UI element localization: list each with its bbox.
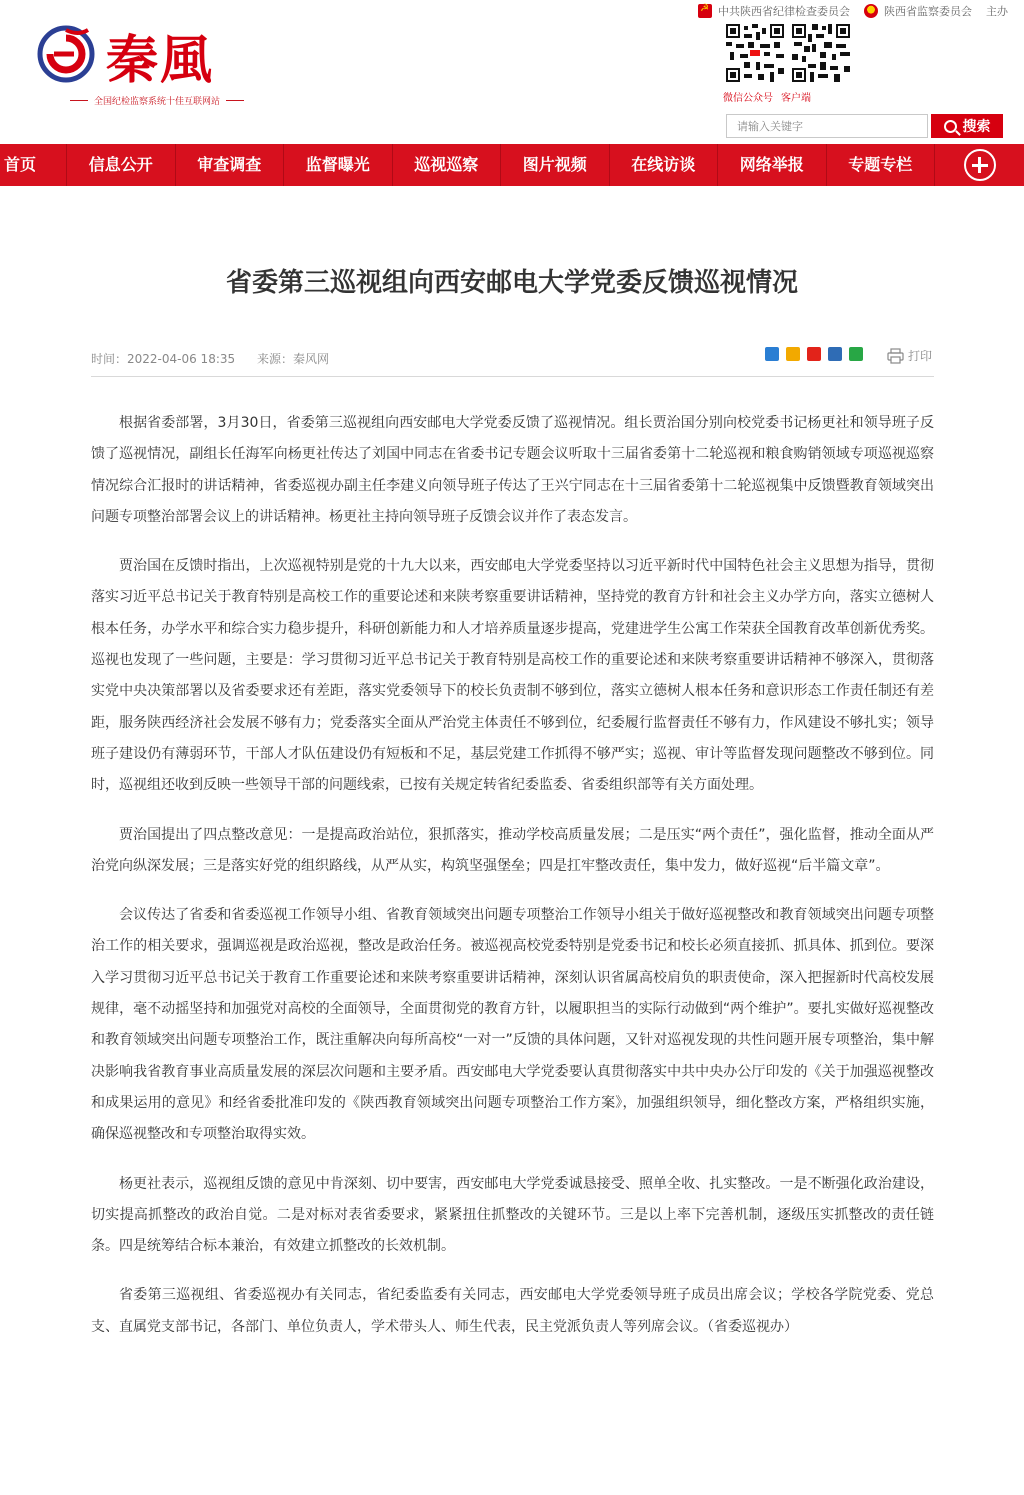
nav-item-report[interactable]: 网络举报	[718, 144, 827, 186]
wechat-qr-code	[726, 24, 784, 82]
site-header	[0, 22, 1024, 142]
top-link-ccdi-label: 中共陕西省纪律检查委员会	[718, 5, 850, 18]
nav-item-interview[interactable]: 在线访谈	[610, 144, 719, 186]
search-input[interactable]	[726, 114, 928, 138]
nav-item-topics[interactable]: 专题专栏	[827, 144, 936, 186]
app-qr-code	[792, 24, 850, 82]
logo-text: 秦風	[106, 30, 215, 91]
article-meta	[91, 350, 347, 367]
article-paragraph: 贾治国在反馈时指出，上次巡视特别是党的十九大以来，西安邮电大学党委坚持以习近平新时代中国特色社会主义思想为指导，贯彻落实习近平总书记关于教育特别是高校工作的重要论述和来陕考察重要讲话精神，坚持党的教育方针和社会主义办学方向，落实立德树人根本任务，办学水平和综合实力稳步提升，科研创新能力和人才培养质量逐步提高，党建进学生公寓工作荣获全国教育改革创新优秀奖。巡视也发现了一些问题，主要是：学习贯彻习近平总书记关于教育特别是高校工作的重要论述和来陕考察重要讲话精神不够深入，贯彻落实党中央决策部署以及省委要求还有差距，落实党委领导下的校长负责制不够到位，落实立德树人根本任务和意识形态工作责任制还有差距，服务陕西经济社会发展不够有力；党委落实全面从严治党主体责任不够到位，纪委履行监督责任不够有力，作风建设不够扎实；领导班子建设仍有薄弱环节，干部人才队伍建设仍有短板和不足，基层党建工作抓得不够严实；巡视、审计等监督发现问题整改不够到位。同时，巡视组还收到反映一些领导干部的问题线索，已按有关规定转省纪委监委、省委组织部等有关方面处理。	[91, 558, 934, 794]
article-paragraph: 根据省委部署，3月30日，省委第三巡视组向西安邮电大学党委反馈了巡视情况。组长贾治国分别向校党委书记杨更社和领导班子反馈了巡视情况，副组长任海军向杨更社传达了刘国中同志在省委书记专题会议听取十三届省委第十二轮巡视和粮食购销领域专项巡视巡察情况综合汇报时的讲话精神，省委巡视办副主任李建义向领导班子传达了王兴宁同志在十三届省委第十二轮巡视集中反馈暨教育领域突出问题专项整治部署会议上的讲话精神。杨更社主持向领导班子反馈会议并作了表态发言。	[91, 415, 934, 525]
party-emblem-icon	[698, 4, 712, 18]
article-time: 时间：2022-04-06 18:35	[91, 352, 236, 366]
qr-labels	[723, 89, 819, 104]
article-source: 来源：秦风网	[256, 352, 329, 366]
meta-divider	[91, 376, 934, 377]
nav-item-info[interactable]: 信息公开	[67, 144, 176, 186]
nav-item-exposure[interactable]: 监督曝光	[284, 144, 393, 186]
top-host-label	[986, 3, 1008, 19]
qr-codes	[726, 24, 856, 84]
nav-item-home[interactable]: 首页	[0, 144, 67, 186]
slogan-text: 全国纪检监察系统十佳互联网站	[94, 97, 221, 107]
top-link-supervision[interactable]	[864, 3, 972, 19]
article-paragraph: 会议传达了省委和省委巡视工作领导小组、省教育领域突出问题专项整治工作领导小组关于做好巡视整改和教育领域突出问题专项整治工作的相关要求，强调巡视是政治巡视，整改是政治任务。被巡视高校党委特别是党委书记和校长必须直接抓、抓具体、抓到位。要深入学习贯彻习近平总书记关于教育工作重要论述和来陕考察重要讲话精神，深刻认识省属高校肩负的职责使命，深入把握新时代高校发展规律，毫不动摇坚持和加强党对高校的全面领导，全面贯彻党的教育方针，以履职担当的实际行动做到“两个维护”。要扎实做好巡视整改和教育领域突出问题专项整治工作，既注重解决向每所高校“一对一”反馈的具体问题，又针对巡视发现的共性问题开展专项整治，集中解决影响我省教育事业高质量发展的深层次问题和主要矛盾。西安邮电大学党委要认真贯彻落实中共中央办公厅印发的《关于加强巡视整改和成果运用的意见》和经省委批准印发的《陕西教育领域突出问题专项整治工作方案》，加强组织领导，细化整改方案，严格组织实施，确保巡视整改和专项整治取得实效。	[91, 907, 934, 1143]
nav-item-inspection[interactable]: 巡视巡察	[393, 144, 502, 186]
search-icon	[944, 120, 957, 133]
print-button[interactable]	[887, 347, 932, 364]
national-emblem-icon	[864, 4, 878, 18]
nav-more-button[interactable]	[935, 144, 1024, 186]
search-bar	[726, 114, 1003, 138]
main-nav	[0, 144, 1024, 186]
print-label: 打印	[908, 349, 933, 363]
plus-circle-icon	[964, 149, 996, 181]
qq-icon[interactable]	[828, 347, 842, 361]
share-more-icon[interactable]	[765, 347, 779, 361]
top-links	[684, 3, 1008, 19]
article-paragraph: 省委第三巡视组、省委巡视办有关同志，省纪委监委有关同志，西安邮电大学党委领导班子成员出席会议；学校各学院党委、党总支、直属党支部书记，各部门、单位负责人，学术带头人、师生代表，民主党派负责人等列席会议。（省委巡视办）	[91, 1287, 934, 1335]
qzone-icon[interactable]	[786, 347, 800, 361]
article-paragraph: 杨更社表示，巡视组反馈的意见中肯深刻、切中要害，西安邮电大学党委诚恳接受、照单全收、扎实整改。一是不断强化政治建设，切实提高抓整改的政治自觉。二是对标对表省委要求，紧紧扭住抓整改的关键环节。三是以上率下完善机制，逐级压实抓整改的责任链条。四是统筹结合标本兼治，有效建立抓整改的长效机制。	[91, 1175, 934, 1255]
site-slogan	[64, 94, 250, 107]
search-button-label: 搜索	[962, 119, 991, 135]
site-logo[interactable]	[34, 22, 274, 112]
printer-icon	[887, 348, 904, 364]
search-button[interactable]	[931, 114, 1003, 138]
top-link-supervision-label: 陕西省监察委员会	[884, 5, 972, 18]
logo-mark-icon	[36, 24, 96, 84]
wechat-icon[interactable]	[849, 347, 863, 361]
article-paragraph: 贾治国提出了四点整改意见：一是提高政治站位，狠抓落实，推动学校高质量发展；二是压实“两个责任”，强化监督，推动全面从严治党向纵深发展；三是落实好党的组织路线，从严从实，构筑坚强堡垒；四是扛牢整改责任，集中发力，做好巡视“后半篇文章”。	[91, 826, 934, 874]
share-buttons	[765, 347, 870, 361]
nav-item-investigation[interactable]: 审查调查	[176, 144, 285, 186]
qr-label-wechat: 微信公众号	[723, 93, 773, 104]
top-link-ccdi[interactable]	[698, 3, 850, 19]
weibo-icon[interactable]	[807, 347, 821, 361]
article-body	[91, 408, 934, 1361]
article-title: 省委第三巡视组向西安邮电大学党委反馈巡视情况	[225, 268, 798, 298]
host-label: 主办	[986, 5, 1008, 18]
qr-label-app: 客户端	[781, 93, 811, 104]
nav-item-media[interactable]: 图片视频	[501, 144, 610, 186]
